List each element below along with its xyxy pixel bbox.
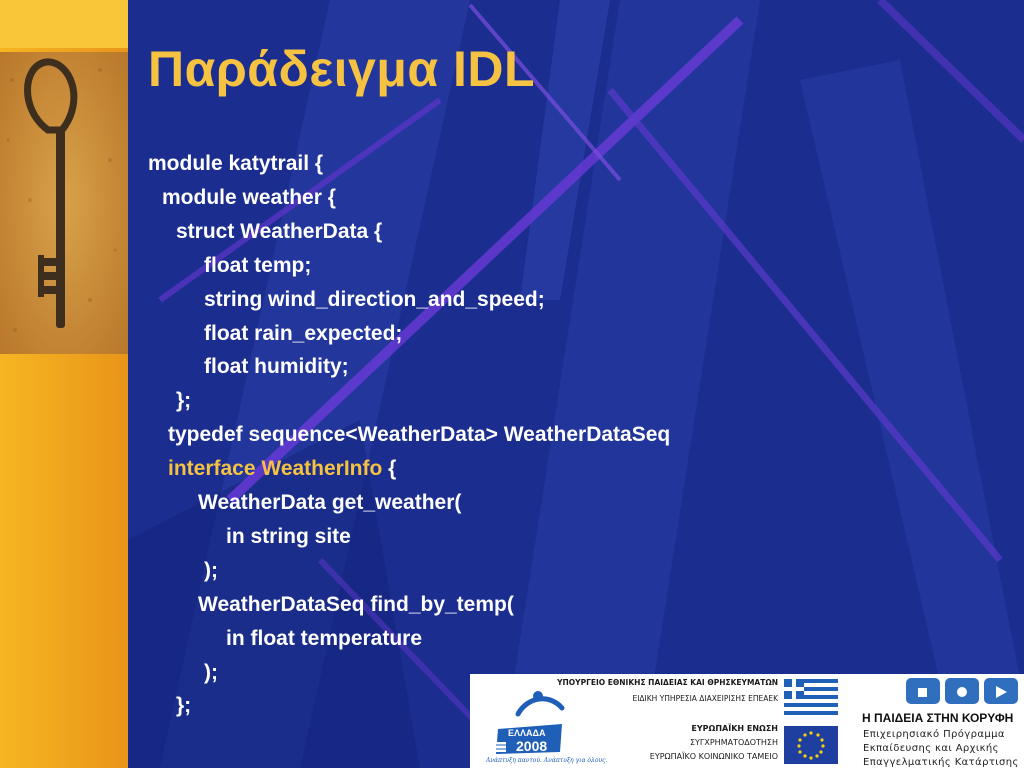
code-line — [148, 151, 323, 177]
code-text: }; — [176, 694, 192, 718]
code-text: WeatherData get_weather( — [198, 491, 462, 514]
eu-line-3: ΕΥΡΩΠΑΪΚΟ ΚΟΙΝΩΝΙΚΟ ΤΑΜΕΙΟ — [649, 752, 778, 761]
key-image — [0, 52, 128, 354]
code-keyword: interface WeatherInfo — [168, 457, 383, 481]
code-line — [204, 660, 218, 686]
code-text: module weather { — [162, 185, 336, 209]
code-line — [176, 693, 191, 719]
code-text: WeatherDataSeq find_by_temp( — [198, 592, 514, 616]
code-line — [204, 253, 311, 279]
ministry-line-1: ΥΠΟΥΡΓΕΙΟ ΕΘΝΙΚΗΣ ΠΑΙΔΕΙΑΣ ΚΑΙ ΘΡΗΣΚΕΥΜΑΤΩΝ — [557, 678, 778, 687]
hellas-logo-name: ΕΛΛΑΔΑ — [508, 728, 546, 738]
footer-logos — [470, 674, 1024, 768]
eu-line-2: ΣΥΓΧΡΗΜΑΤΟΔΟΤΗΣΗ — [689, 738, 778, 747]
code-text: float rain_expected; — [204, 321, 403, 345]
code-text: float humidity; — [204, 355, 349, 379]
code-text: typedef sequence<WeatherData> WeatherDataSeq — [168, 423, 671, 447]
code-text: in string site — [226, 524, 351, 548]
code-text: }; — [176, 389, 192, 413]
code-line — [162, 185, 336, 211]
code-line — [204, 287, 545, 313]
code-line — [198, 592, 514, 618]
paideia-line-1: Επιχειρησιακό Πρόγραμμα — [863, 729, 1005, 740]
code-line — [204, 321, 402, 347]
code-line — [168, 456, 396, 482]
code-line — [204, 558, 218, 584]
code-text: struct WeatherData { — [176, 219, 383, 243]
paideia-line-2: Εκπαίδευσης και Αρχικής — [863, 743, 999, 754]
hellas-logo-tagline: Ανάπτυξη παντού. Ανάπτυξη για όλους. — [486, 757, 608, 764]
code-line — [176, 219, 382, 245]
code-text: float temp; — [204, 253, 312, 277]
hellas-logo-year: 2008 — [516, 738, 548, 754]
code-text: module katytrail { — [148, 152, 324, 175]
code-line — [226, 626, 422, 652]
slide-title: Παράδειγμα IDL — [148, 41, 536, 97]
paideia-line-3: Επαγγελματικής Κατάρτισης — [863, 757, 1019, 768]
code-line — [176, 388, 191, 414]
paideia-title: Η ΠΑΙΔΕΙΑ ΣΤΗΝ ΚΟΡΥΦΗ — [862, 711, 1014, 725]
greek-flag-icon — [784, 678, 838, 716]
code-line — [168, 422, 670, 448]
code-text: string wind_direction_and_speed; — [204, 287, 545, 311]
eu-line-1: ΕΥΡΩΠΑΪΚΗ ΕΝΩΣΗ — [691, 724, 778, 733]
eu-flag-icon — [784, 726, 838, 764]
code-text: { — [382, 457, 397, 481]
code-text: ); — [204, 558, 218, 582]
code-line — [204, 354, 349, 380]
code-line — [198, 490, 461, 516]
code-text: ); — [204, 660, 218, 684]
code-text: in float temperature — [226, 626, 423, 650]
paideia-logo-icon — [906, 678, 1024, 706]
code-line — [226, 524, 351, 550]
ministry-line-2: ΕΙΔΙΚΗ ΥΠΗΡΕΣΙΑ ΔΙΑΧΕΙΡΙΣΗΣ ΕΠΕΑΕΚ — [632, 694, 778, 703]
